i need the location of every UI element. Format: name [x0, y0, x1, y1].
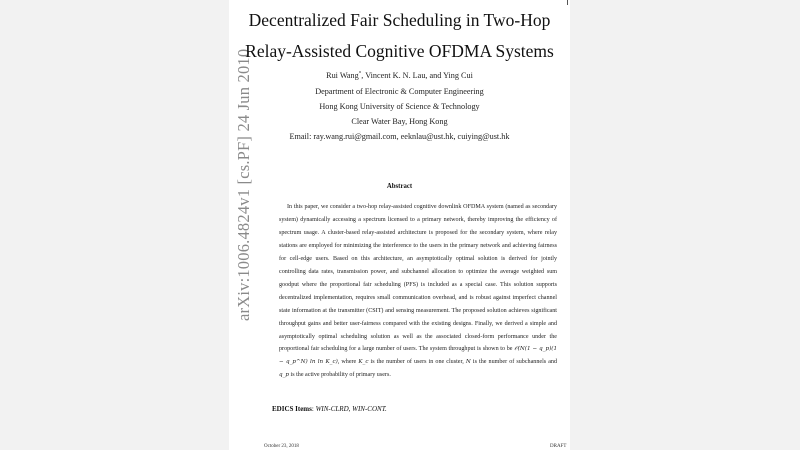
author-list: [229, 71, 570, 80]
first-author: Rui Wang: [326, 71, 359, 80]
var-kc: K_c: [358, 359, 369, 366]
var-qp: q_p: [279, 372, 289, 379]
footer-date: October 23, 2018: [264, 444, 299, 449]
university: Hong Kong University of Science & Technology: [319, 102, 480, 111]
abstract-text-2: , where: [337, 359, 357, 366]
throughput-formula: 𝒪(N(1 − q_p)(1 − q_p^N) ln ln K_c): [279, 346, 558, 366]
other-authors: , Vincent K. N. Lau, and Ying Cui: [361, 71, 473, 80]
paper-title-line-2: Relay-Assisted Cognitive OFDMA Systems: [245, 41, 554, 61]
page-edge-mark: [567, 0, 568, 5]
abstract-text-3: is the number of users in one cluster,: [370, 359, 464, 366]
corresponding-author-mark: *: [358, 71, 362, 77]
abstract-text-4: is the number of subchannels and: [472, 359, 558, 366]
department: Department of Electronic & Computer Engineering: [315, 87, 484, 96]
abstract-heading: Abstract: [386, 183, 413, 190]
edics-items: EDICS Items: WIN-CLRD, WIN-CONT.: [272, 405, 387, 413]
var-n: N: [465, 359, 471, 366]
location: Clear Water Bay, Hong Kong: [351, 117, 448, 126]
abstract-body: [279, 201, 557, 382]
paper-title-line-1: Decentralized Fair Scheduling in Two-Hop: [248, 10, 551, 30]
abstract-text-5: is the active probability of primary users.: [290, 372, 391, 379]
edics-label: EDICS Items: [272, 405, 312, 413]
edics-value: WIN-CLRD, WIN-CONT.: [315, 405, 387, 413]
arxiv-stamp[interactable]: arXiv:1006.4824v1 [cs.PF] 24 Jun 2010: [234, 48, 253, 321]
email-line: Email: ray.wang.rui@gmail.com, eeknlau@ust.hk, cuiying@ust.hk: [289, 132, 510, 141]
footer-draft-label: DRAFT: [550, 444, 567, 449]
abstract-text-1: In this paper, we consider a two-hop relay-assisted cognitive downlink OFDMA system (named as secondary system) dynamically accessing a spectrum licensed to a primary network, thereby improving the efficiency of spectrum usage. A cluster-based relay-assisted architecture is proposed for the secondary system, where relay stations are employed for minimizing the interference to the users in the primary network and achieving fairness for cell-edge users. Based on this architecture, an asymptotically optimal solution is derived for jointly controlling data rates, transmission power, and subchannel allocation to optimize the average weighted sum goodput where the proportional fair scheduling (PFS) is included as a special case. This solution supports decentralized implementation, requires small communication overhead, and is robust against imperfect channel state information at the transmitter (CSIT) and sensing measurement. The proposed solution achieves significant throughput gains and better user-fairness compared with the existing designs. Finally, we derived a simple and asymptotically optimal scheduling solution as well as the associated closed-form performance under the proportional fair scheduling for a large number of users. The system throughput is shown to be: [279, 204, 557, 353]
